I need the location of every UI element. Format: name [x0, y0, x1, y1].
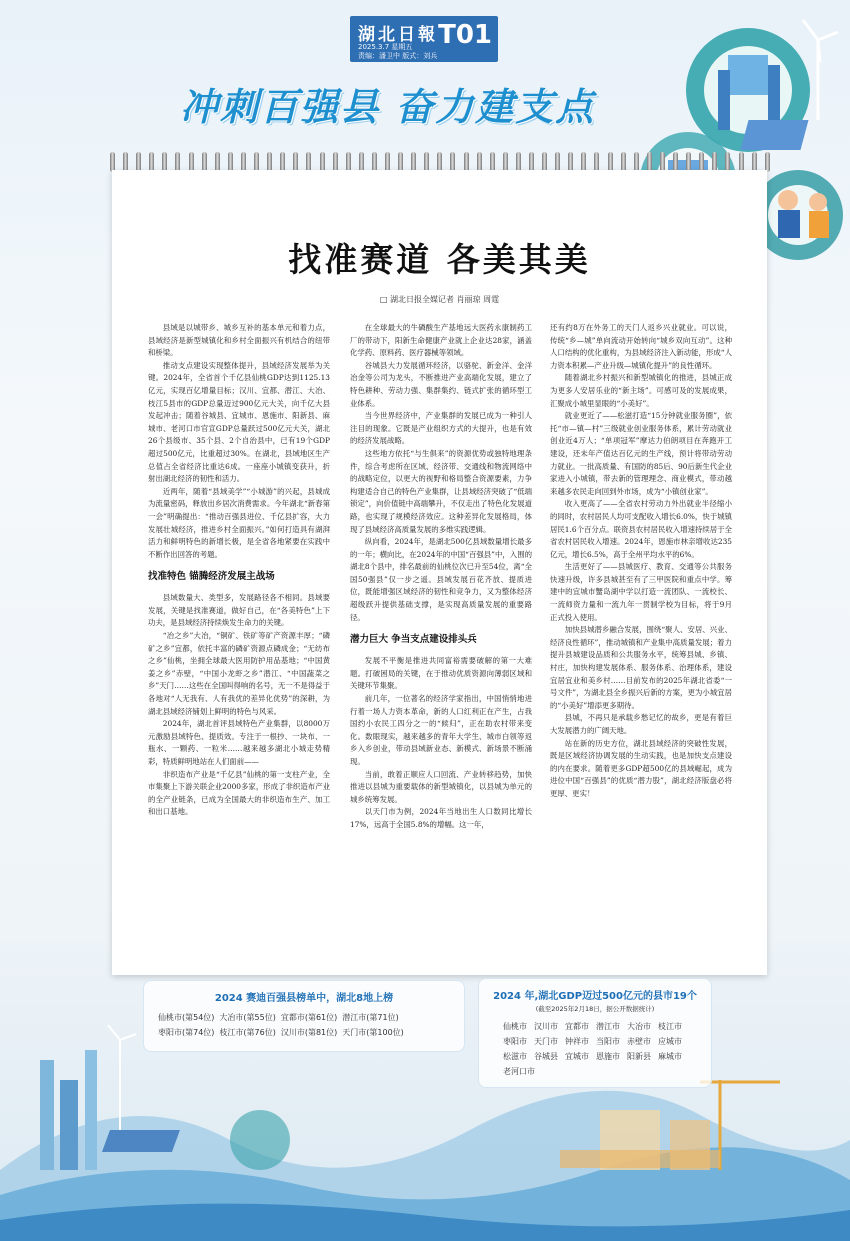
paragraph: 站在新的历史方位，湖北县域经济的突破性发展，既是区域经济协调发展的生动实践，也是加快支点建设的内在要求。随着更多GDP超500亿的县域崛起，成为进位中国“百强县”的优质“潜力股”，湖北经济版盘必将更厚、更实！ — [550, 738, 732, 798]
ranking-box-title: 2024 赛迪百强县榜单中，湖北8地上榜 — [214, 993, 394, 1004]
paragraph: 发展不平衡是推进共同富裕需要破解的第一大难题。打破困局的关键，在于推动优质资源向薄弱区域和关键环节集聚。 — [350, 656, 532, 691]
ranking-info-box — [143, 980, 465, 1052]
paragraph: 随着湖北乡村振兴和新型城镇化的推进，县城正成为更多人安居乐业的“新主场”。可感可及的发展成果，汇聚成小城里显眼的“小美好”。 — [550, 373, 732, 408]
paragraph: 县域是以城带乡、城乡互补的基本单元和着力点，县域经济是新型城镇化和乡村全面振兴有机结合的纽带和桥梁。 — [148, 323, 330, 358]
list-item: 仙桃市(第54位) — [158, 1013, 215, 1022]
masthead — [350, 16, 498, 62]
list-item: 天门市 — [534, 1037, 558, 1046]
list-item: 大冶市(第55位) — [219, 1013, 276, 1022]
paragraph: 以天门市为例，2024年当地出生人口数同比增长17%，远高于全国5.8%的增幅。这一年， — [350, 807, 532, 829]
article-headline: 找准赛道 各美其美 — [288, 240, 591, 279]
ranking-list — [144, 1004, 464, 1040]
city-list — [479, 1013, 711, 1079]
list-item: 阳新县 — [627, 1052, 651, 1061]
paragraph: 当今世界经济中，产业集群的发展已成为一种引人注目的现象。它既是产业组织方式的大提升，也是有效的经济发展战略。 — [350, 411, 532, 446]
article-byline: □ 湖北日报全媒记者 肖丽琼 周霆 — [379, 295, 500, 304]
list-item: 潜江市(第71位) — [342, 1013, 399, 1022]
section-heading: 潜力巨大 争当支点建设排头兵 — [350, 634, 477, 646]
paragraph: 当前，敢着正顺应人口回流、产业转移趋势，加快推进以县城为重要载体的新型城镇化，以县城为单元的城乡统筹发展。 — [350, 769, 532, 804]
issue-date: 2025.3.7 星期五 — [358, 43, 413, 51]
banner-slogan: 冲刺百强县 奋力建支点 — [180, 85, 596, 129]
paragraph: “冶之乡”大冶，“铜矿、铁矿等矿产资源丰厚；“磷矿之乡”宜都，依托丰富的磷矿资源点磷成金；“无纺布之乡”仙桃，坐拥全球最大医用防护用品基地；“中国黄姜之乡”赤壁，“中国小龙虾之乡”潜江、“中国蔬菜之乡”天门……这些在全国叫得响的名号，无一不是得益于各地对“人无我有、人有我优的差异化优势”的深耕，为湖北县域经济铺划上鲜明的特色与风采。 — [148, 631, 330, 716]
paragraph: 县域数量大、类型多，发展路径各不相同。县域要发展，关键是找准赛道，做好自己，在“各美特色”上下功夫，是县域经济持续焕发生命力的关键。 — [148, 593, 330, 628]
list-item: 汉川市(第81位) — [280, 1028, 338, 1037]
paragraph: 推动支点建设实现整体提升，县域经济发展举为关键。2024年，全省首个千亿县仙桃GDP达到1125.13亿元，实现百亿增量目标；汉川、宜都、潜江、大冶、枝江5县市的GDP总量迈过900亿元大关，向千亿大县发起冲击；随着谷城县、宜城市、恩施市、阳新县、麻城市、老河口市官宣GDP总量跃过500亿元大关，湖北26个县级市、35个县、2个自治县中，已有19个GDP超过500亿元，比重超过30%。在湖北，县域地区生产总值占全省经济比重达6成。一座座小城镇变获升，折射出湖北经济的韧性和活力。 — [148, 360, 330, 484]
list-item: 宜城市 — [565, 1052, 589, 1061]
list-item: 潜江市 — [596, 1022, 620, 1031]
list-item: 松滋市 — [503, 1052, 527, 1061]
paragraph: 在全球最大的牛磷酸生产基地远大医药永康制药工厂的带动下，阳新生命健康产业就上企业达28家，涵盖化学药、原料药、医疗器械等领域。 — [350, 323, 532, 358]
article-column-2 — [350, 322, 532, 832]
paragraph: 生活更好了——县城医疗、教育、交通等公共服务快速升级，许多县城甚至有了三甲医院和重点中学。筹建中的宜城市蟹岛湖中学以打造一流团队、一流校长、一流师资力量和一流九年一贯制学校为目标，将于9月正式投入使用。 — [550, 562, 732, 622]
list-item: 谷城县 — [534, 1052, 558, 1061]
list-item: 钟祥市 — [565, 1037, 589, 1046]
article-column-3 — [550, 322, 732, 801]
editor-credits: 责编：潘卫中 版式：刘兵 — [358, 52, 438, 60]
list-item: 恩施市 — [596, 1052, 620, 1061]
list-item: 宜都市(第61位) — [280, 1013, 338, 1022]
paragraph: 谷城县大力发展循环经济，以骆驼、新金洋、金洋冶金等公司为龙头，不断推进产业高端化发展，建立了特色耕种、劳动力强、集群集约、链式扩张的循环型工业体系。 — [350, 360, 532, 408]
list-item: 大冶市 — [627, 1022, 651, 1031]
list-item: 枝江市 — [658, 1022, 682, 1031]
section-heading: 找准特色 锚腾经济发展主战场 — [148, 571, 275, 583]
list-item: 枝江市(第76位) — [219, 1028, 276, 1037]
paragraph: 这些地方依托“与生俱来”的资源优势或独特地理条件，综合考虑所在区域、经济带、交通线和物流网络中的战略定位，以更大的视野和格局整合资源要素，力争构建适合自己的特色产业集群，让县域经济突破了“低端锁定”，向价值链中高端攀升，不仅走出了特色化发展道路，也实现了规模经济效应。这种差异化发展格局，体现了县域经济高质量发展的多维实践逻辑。 — [350, 448, 532, 534]
paragraph: 县城，不再只是承载乡愁记忆的故乡，更是有着巨大发展潜力的广阔天地。 — [550, 713, 732, 735]
page-number: T01 — [438, 20, 492, 50]
list-item: 当阳市 — [596, 1037, 620, 1046]
paragraph: 就业更近了——松滋打造“15分钟就业服务圈”，依托“市—镇—村”三级就业创业服务体系，累计劳动就业创业近4万人；“单项冠军”摩达力伯朗项目在奔跑开工建设，还未年产值达百亿元的生产线，预计将带动劳动力就业。一批高质量、有国防的85后、90后新生代企业家进入小城镇，带去新的管理理念、商业模式，带动越来越多农民走向回到外市场，成为“小镇创业家”。 — [550, 411, 732, 496]
gdp-info-box — [478, 978, 712, 1088]
paragraph: 非织造布产业是“千亿县”仙桃的第一支柱产业，全市集聚上下游关联企业2000多家，形成了非织造布产业的全产业链条，已成为全国最大的非织造布生产、加工和出口基地。 — [148, 769, 330, 817]
city-landscape-illustration — [0, 1020, 850, 1241]
list-item: 老河口市 — [503, 1067, 535, 1076]
gdp-box-note: (截至2025年2月18日，据公开数据统计) — [535, 1005, 655, 1013]
newspaper-name: 湖北日報 — [358, 25, 438, 45]
paragraph: 纵向看，2024年，是湖北500亿县域数量增长最多的一年；横向比，在2024年的中国“百强县”中，入围的湖北8个县中，排名最前的仙桃位次已升至54位，离“全国50强县”仅一步之遥。县域发展百花齐放、提质进位，既能增强区域经济的韧性和竞争力，又为整体经济超级跃升提供基础支撑，是实现高质量发展的重要路径。 — [350, 537, 532, 622]
list-item: 赤壁市 — [627, 1037, 651, 1046]
article-sheet — [112, 170, 767, 975]
gdp-box-title: 2024 年,湖北GDP迈过500亿元的县市19个 — [493, 991, 697, 1002]
list-item: 天门市(第100位) — [342, 1028, 404, 1037]
list-item: 宜都市 — [565, 1022, 589, 1031]
list-item: 应城市 — [658, 1037, 682, 1046]
paragraph: 加快县城潜乡融合发展，围绕“聚人、安居、兴业、经济良性循环”，推动城镇和产业集中高质量发展；着力提升县城建设品质和公共服务水平，统筹县城、乡镇、村庄，加快构建发展体系、服务体系、治理体系，建设宜居宜业和美乡村……目前发布的2025年湖北省委“一号文件”，为湖北县全乡振兴后新的方案，更为小城宜居的“小美好”增添更多期待。 — [550, 625, 732, 710]
list-item: 麻城市 — [658, 1052, 682, 1061]
list-item: 枣阳市 — [503, 1037, 527, 1046]
paragraph: 近两年，随着“县域美学”“小城游”的兴起，县城成为流量密码，释放出乡居次消费需求。今年湖北“新春第一会”明确提出：“推动百强县进位、千亿县扩容，大力发展壮城经济，推进乡村全面振兴。”如何打造具有湖湃活力和鲜明特色的新增长极，是全省各地紧要在实践中不断作出回答的考题。 — [148, 486, 330, 559]
list-item: 汉川市 — [534, 1022, 558, 1031]
paragraph: 2024年，湖北首评县域特色产业集群，以8000万元激励县域特色、提质效。专注于一根抄、一块布、一瓶水、一颗药、一粒米……越来越多湖北小城走势精彩，特质鲜明地站在人们面前—— — [148, 719, 330, 766]
paragraph: 前几年，一位著名的经济学家指出，中国悄悄地进行着一场人力资本革命，新的人口红利正在产生，占我国约小农民工四分之一的“候归”，正在助农村带来变化。数眼现实，越来越多的青年大学生、城市白领等返乡入乡创业，带动县域新业态、新模式、新场景不断涌现。 — [350, 694, 532, 766]
list-item: 仙桃市 — [503, 1022, 527, 1031]
article-column-1 — [148, 322, 330, 819]
paragraph: 还有约8万在外务工的天门人返乡兴业就业。可以说，传统“乡—城”单向流动开始转向“城乡双向互动”。这种人口结构的优化重构，为县域经济注入新动能，形成“人力资本积累—产业升级—城镇化提升”的良性循环。 — [550, 323, 732, 370]
paragraph: 收入更高了——全省农村劳动力外出就业半径缩小的同时，农村居民人均可支配收入增长6.0%，快于城镇居民1.6个百分点。联资县农村居民收入增速持续居于全省农村居民收入增速。2024年，恩施市林亲增收达235亿元，增长6.5%，高于全州平均水平的6%。 — [550, 499, 732, 559]
list-item: 枣阳市(第74位) — [158, 1028, 215, 1037]
